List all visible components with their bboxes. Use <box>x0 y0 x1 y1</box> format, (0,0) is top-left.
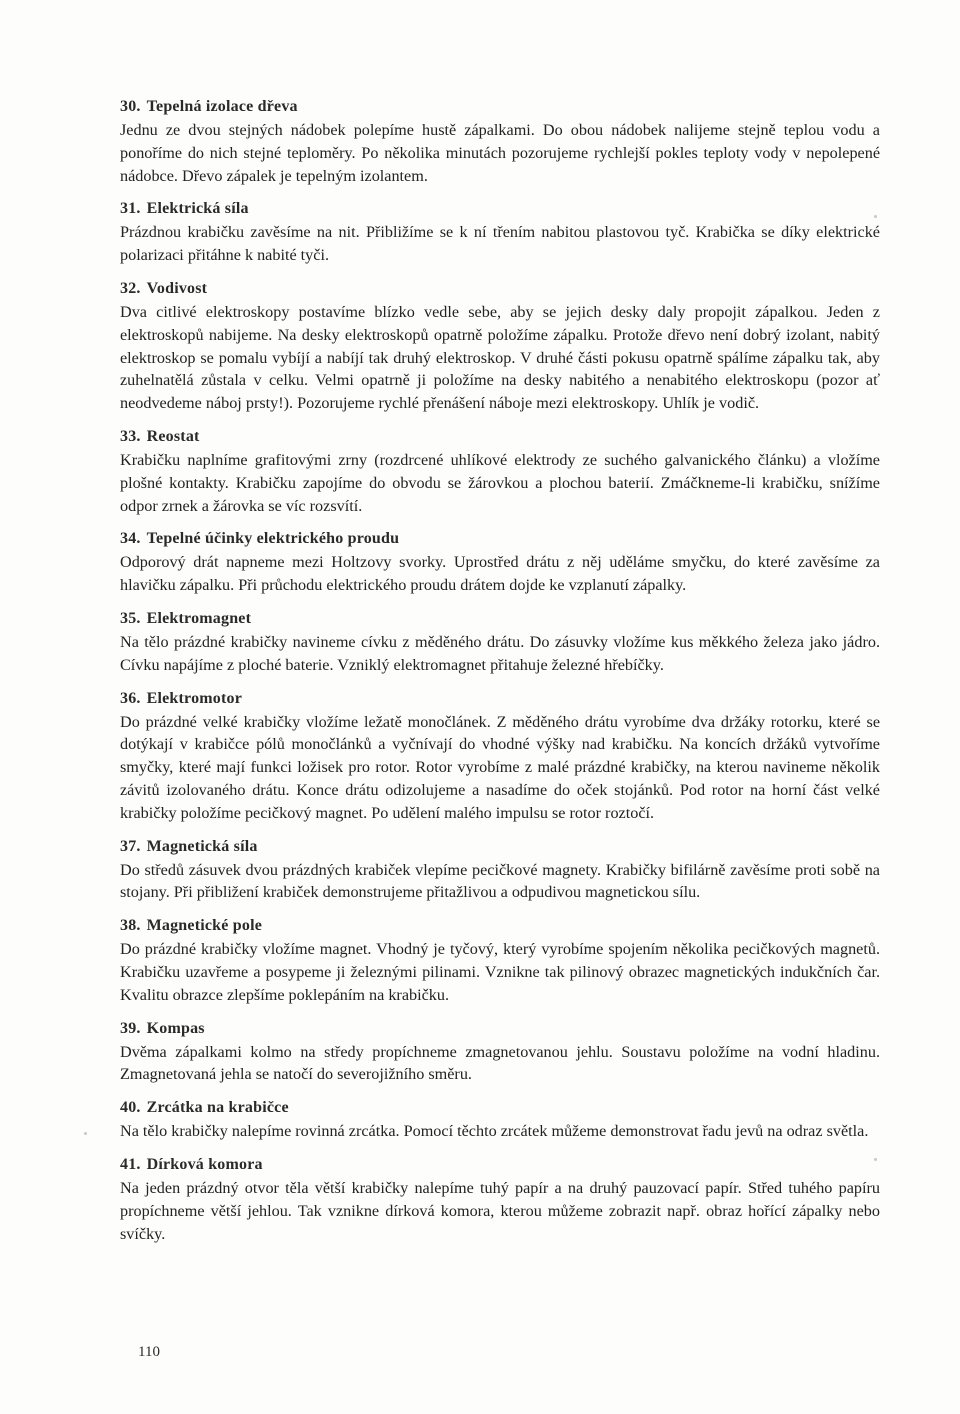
section-text: Prázdnou krabičku zavěsíme na nit. Přibližíme se k ní třením nabitou plastovou tyč. Krabička se díky elektrické polarizaci přitáhne k nabité tyči. <box>120 223 880 265</box>
section-number: 38. <box>120 917 141 935</box>
section-text: Krabičku naplníme grafitovými zrny (rozdrcené uhlíkové elektrody ze suchého galvanického článku) a vložíme plošné kontakty. Krabičku zapojíme do obvodu se žárovkou a plochou baterií. Zmáčkneme-li krabičku, snížíme odpor zrnek a žárovka se víc rozsvítí. <box>120 450 880 515</box>
section-text: Odporový drát napneme mezi Holtzovy svorky. Uprostřed drátu z něj uděláme smyčku, do které zavěsíme za hlavičku zápalku. Při průchodu elektrického proudu drátem dojde ke vzplanutí zápalky. <box>120 553 880 595</box>
section-heading <box>120 1097 880 1119</box>
section-40 <box>120 1097 880 1143</box>
page-number: 110 <box>138 1344 160 1360</box>
section-title: Kompas <box>146 1019 205 1037</box>
section-title: Tepelné účinky elektrického proudu <box>146 530 400 548</box>
section-heading <box>120 836 880 858</box>
section-36 <box>120 688 880 825</box>
section-title: Elektromagnet <box>146 609 252 627</box>
section-title: Magnetické pole <box>146 917 263 935</box>
page-content <box>120 96 880 1256</box>
section-30 <box>120 96 880 187</box>
section-heading <box>120 528 880 550</box>
section-text: Jednu ze dvou stejných nádobek polepíme hustě zápalkami. Do obou nádobek nalijeme stejně teplou vodu a ponoříme do nich stejné teploměry. Po několika minutách pozorujeme rychlejší pokles teploty vody v nepolepené nádobce. Dřevo zápalek je tepelným izolantem. <box>120 121 880 185</box>
section-text: Na tělo prázdné krabičky navineme cívku z měděného drátu. Do zásuvky vložíme kus měkkého železa jako jádro. Cívku napájíme z ploché baterie. Vzniklý elektromagnet přitahuje železné hřebíčky. <box>120 632 880 674</box>
section-text: Dvěma zápalkami kolmo na středy propíchneme zmagnetovanou jehlu. Soustavu položíme na vodní hladinu. Zmagnetovaná jehla se natočí do severojižního směru. <box>120 1042 880 1084</box>
section-text: Na tělo krabičky nalepíme rovinná zrcátka. Pomocí těchto zrcátek můžeme demonstrovat řadu jevů na odraz světla. <box>120 1122 869 1141</box>
section-heading <box>120 1154 880 1176</box>
section-heading <box>120 608 880 630</box>
section-heading <box>120 688 880 710</box>
section-text: Do prázdné velké krabičky vložíme ležatě monočlánek. Z měděného drátu vyrobíme dva držáky rotorku, které se dotýkají v krabičce pólů monočlánků a vyčnívají do vhodné výšky nad krabičku. Na koncích držáků vytvoříme smyčky, které mají funkci ložisek pro rotor. Rotor vyrobíme z malé prázdné krabičky, na kterou navineme několik závitů izolovaného drátu. Konce drátu odizolujeme a nasadíme do oček stojánků. Pod rotor na horní část velké krabičky položíme pecičkový magnet. Po udělení malého impulsu se rotor roztočí. <box>120 712 880 822</box>
section-heading <box>120 96 880 118</box>
section-number: 33. <box>120 427 141 445</box>
section-35 <box>120 608 880 677</box>
section-number: 31. <box>120 200 141 218</box>
section-number: 35. <box>120 609 141 627</box>
section-41 <box>120 1154 880 1245</box>
section-text: Do prázdné krabičky vložíme magnet. Vhodný je tyčový, který vyrobíme spojením několika pecičkových magnetů. Krabičku uzavřeme a posypeme ji železnými pilinami. Vznikne tak pilinový obrazec magnetických indukčních čar. Kvalitu obrazce zlepšíme poklepáním na krabičku. <box>120 940 880 1004</box>
section-title: Elektrická síla <box>146 200 249 218</box>
section-number: 36. <box>120 689 141 707</box>
section-title: Zrcátka na krabičce <box>146 1099 289 1117</box>
section-title: Vodivost <box>146 279 208 297</box>
section-title: Dírková komora <box>146 1155 263 1173</box>
section-31 <box>120 198 880 267</box>
section-number: 39. <box>120 1019 141 1037</box>
section-37 <box>120 836 880 905</box>
section-39 <box>120 1018 880 1087</box>
section-heading <box>120 1018 880 1040</box>
section-number: 41. <box>120 1155 141 1173</box>
section-heading <box>120 915 880 937</box>
section-33 <box>120 426 880 517</box>
section-heading <box>120 198 880 220</box>
section-number: 40. <box>120 1099 141 1117</box>
section-32 <box>120 278 880 415</box>
section-title: Tepelná izolace dřeva <box>146 98 298 115</box>
section-number: 34. <box>120 530 141 548</box>
section-number: 32. <box>120 279 141 297</box>
section-number: 37. <box>120 837 141 855</box>
section-text: Na jeden prázdný otvor těla větší krabičky nalepíme tuhý papír a na druhý pauzovací papír. Střed tuhého papíru propíchneme větší jehlou. Tak vznikne dírková komora, kterou můžeme zobrazit např. obraz hořící zápalky nebo svíčky. <box>120 1178 880 1243</box>
section-number: 30. <box>120 98 141 115</box>
section-38 <box>120 915 880 1006</box>
scan-speck <box>84 1132 87 1135</box>
section-heading <box>120 426 880 448</box>
section-title: Elektromotor <box>146 689 243 707</box>
section-title: Reostat <box>146 427 200 445</box>
section-heading <box>120 278 880 300</box>
section-34 <box>120 528 880 597</box>
section-text: Do středů zásuvek dvou prázdných krabiček vlepíme pecičkové magnety. Krabičky bifilárně zavěsíme proti sobě na stojany. Při přibližení krabiček demonstrujeme přitažlivou a odpudivou magnetickou sílu. <box>120 860 880 902</box>
section-text: Dva citlivé elektroskopy postavíme blízko vedle sebe, aby se jejich desky daly propojit zápalkou. Jeden z elektroskopů nabijeme. Na desky elektroskopů opatrně položíme zápalku. Protože dřevo není dobrý izolant, nabitý elektroskop se pomalu vybíjí a nabíjí tak druhý elektroskop. V druhé části pokusu opatrně spálíme zápalku tak, aby zuhelnatělá zůstala v celku. Velmi opatrně ji položíme na desky nabitého a nenabitého elektroskopu (pozor ať neodvedeme náboj prsty!). Pozorujeme rychlé přenášení náboje mezi elektroskopy. Uhlík je vodič. <box>120 302 880 413</box>
section-title: Magnetická síla <box>146 837 258 855</box>
